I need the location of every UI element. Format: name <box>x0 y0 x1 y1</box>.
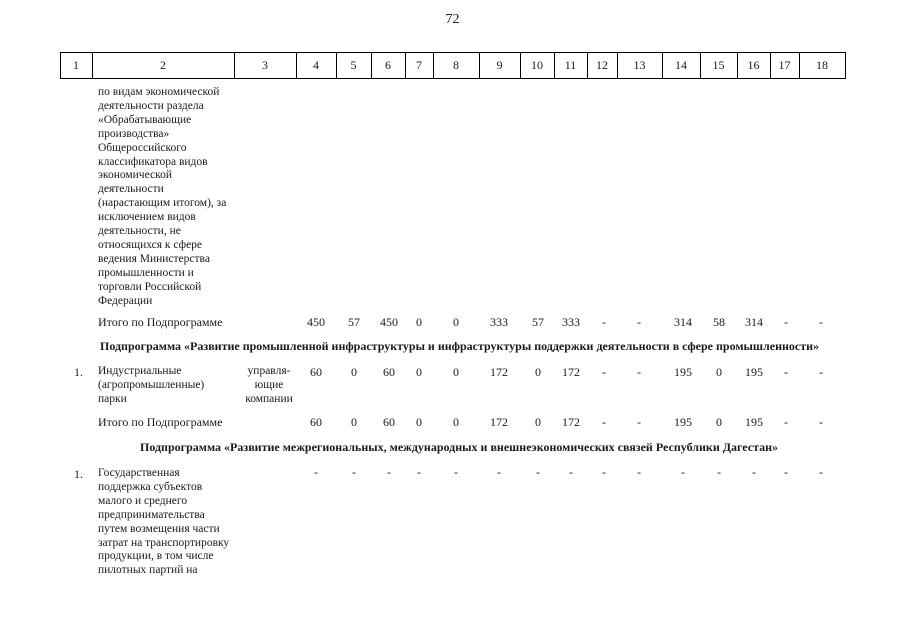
header-cell: 11 <box>564 58 577 72</box>
row-description: Государственная поддержка субъектов малого и среднего предпринимательства путем возмещения части затрат на транспортировку продукции, в том числе пилотных партий на <box>98 467 230 577</box>
continued-description: по видам экономической деятельности раздела «Обрабатывающие производства» Общероссийского классификатора видов экономической деятельности (нарастающим итогом), за исключением видов деятельности, не относящихся к сфере ведения Министерства промышленности и торговли Российской Федерации <box>98 86 227 307</box>
row-executor: управля- ющие компании <box>245 365 293 405</box>
header-cell: 12 <box>596 58 608 72</box>
header-cell: 9 <box>496 58 503 72</box>
header-cell: 1 <box>73 58 79 72</box>
header-cell: 14 <box>675 58 687 72</box>
header-cell: 7 <box>416 58 422 72</box>
total-label: Итого по Подпрограмме <box>98 415 223 429</box>
row-number: 1. <box>74 467 83 481</box>
header-cell: 10 <box>531 58 543 72</box>
header-cell: 2 <box>160 58 166 72</box>
row-number: 1. <box>74 365 83 379</box>
header-cell: 16 <box>747 58 760 72</box>
subprogram-title: Подпрограмма «Развитие промышленной инфраструктуры и инфраструктуры поддержки деятельности в сфере промышленности» <box>100 339 820 353</box>
header-cell: 18 <box>816 58 828 72</box>
total-label: Итого по Подпрограмме <box>98 315 223 329</box>
subprogram-title: Подпрограмма «Развитие межрегиональных, международных и внешнеэкономических связей Республики Дагестан» <box>140 440 779 454</box>
header-cell: 6 <box>385 58 391 72</box>
row-description: Индустриальные (агропромышленные) парки <box>98 365 205 405</box>
header-cell: 8 <box>453 58 459 72</box>
header-cell: 15 <box>712 58 725 72</box>
header-cell: 13 <box>633 58 646 72</box>
header-cell: 5 <box>350 58 357 72</box>
header-cell: 4 <box>313 58 319 72</box>
header-cell: 3 <box>262 58 268 72</box>
header-cell: 17 <box>778 58 791 72</box>
page-number: 72 <box>445 12 460 27</box>
